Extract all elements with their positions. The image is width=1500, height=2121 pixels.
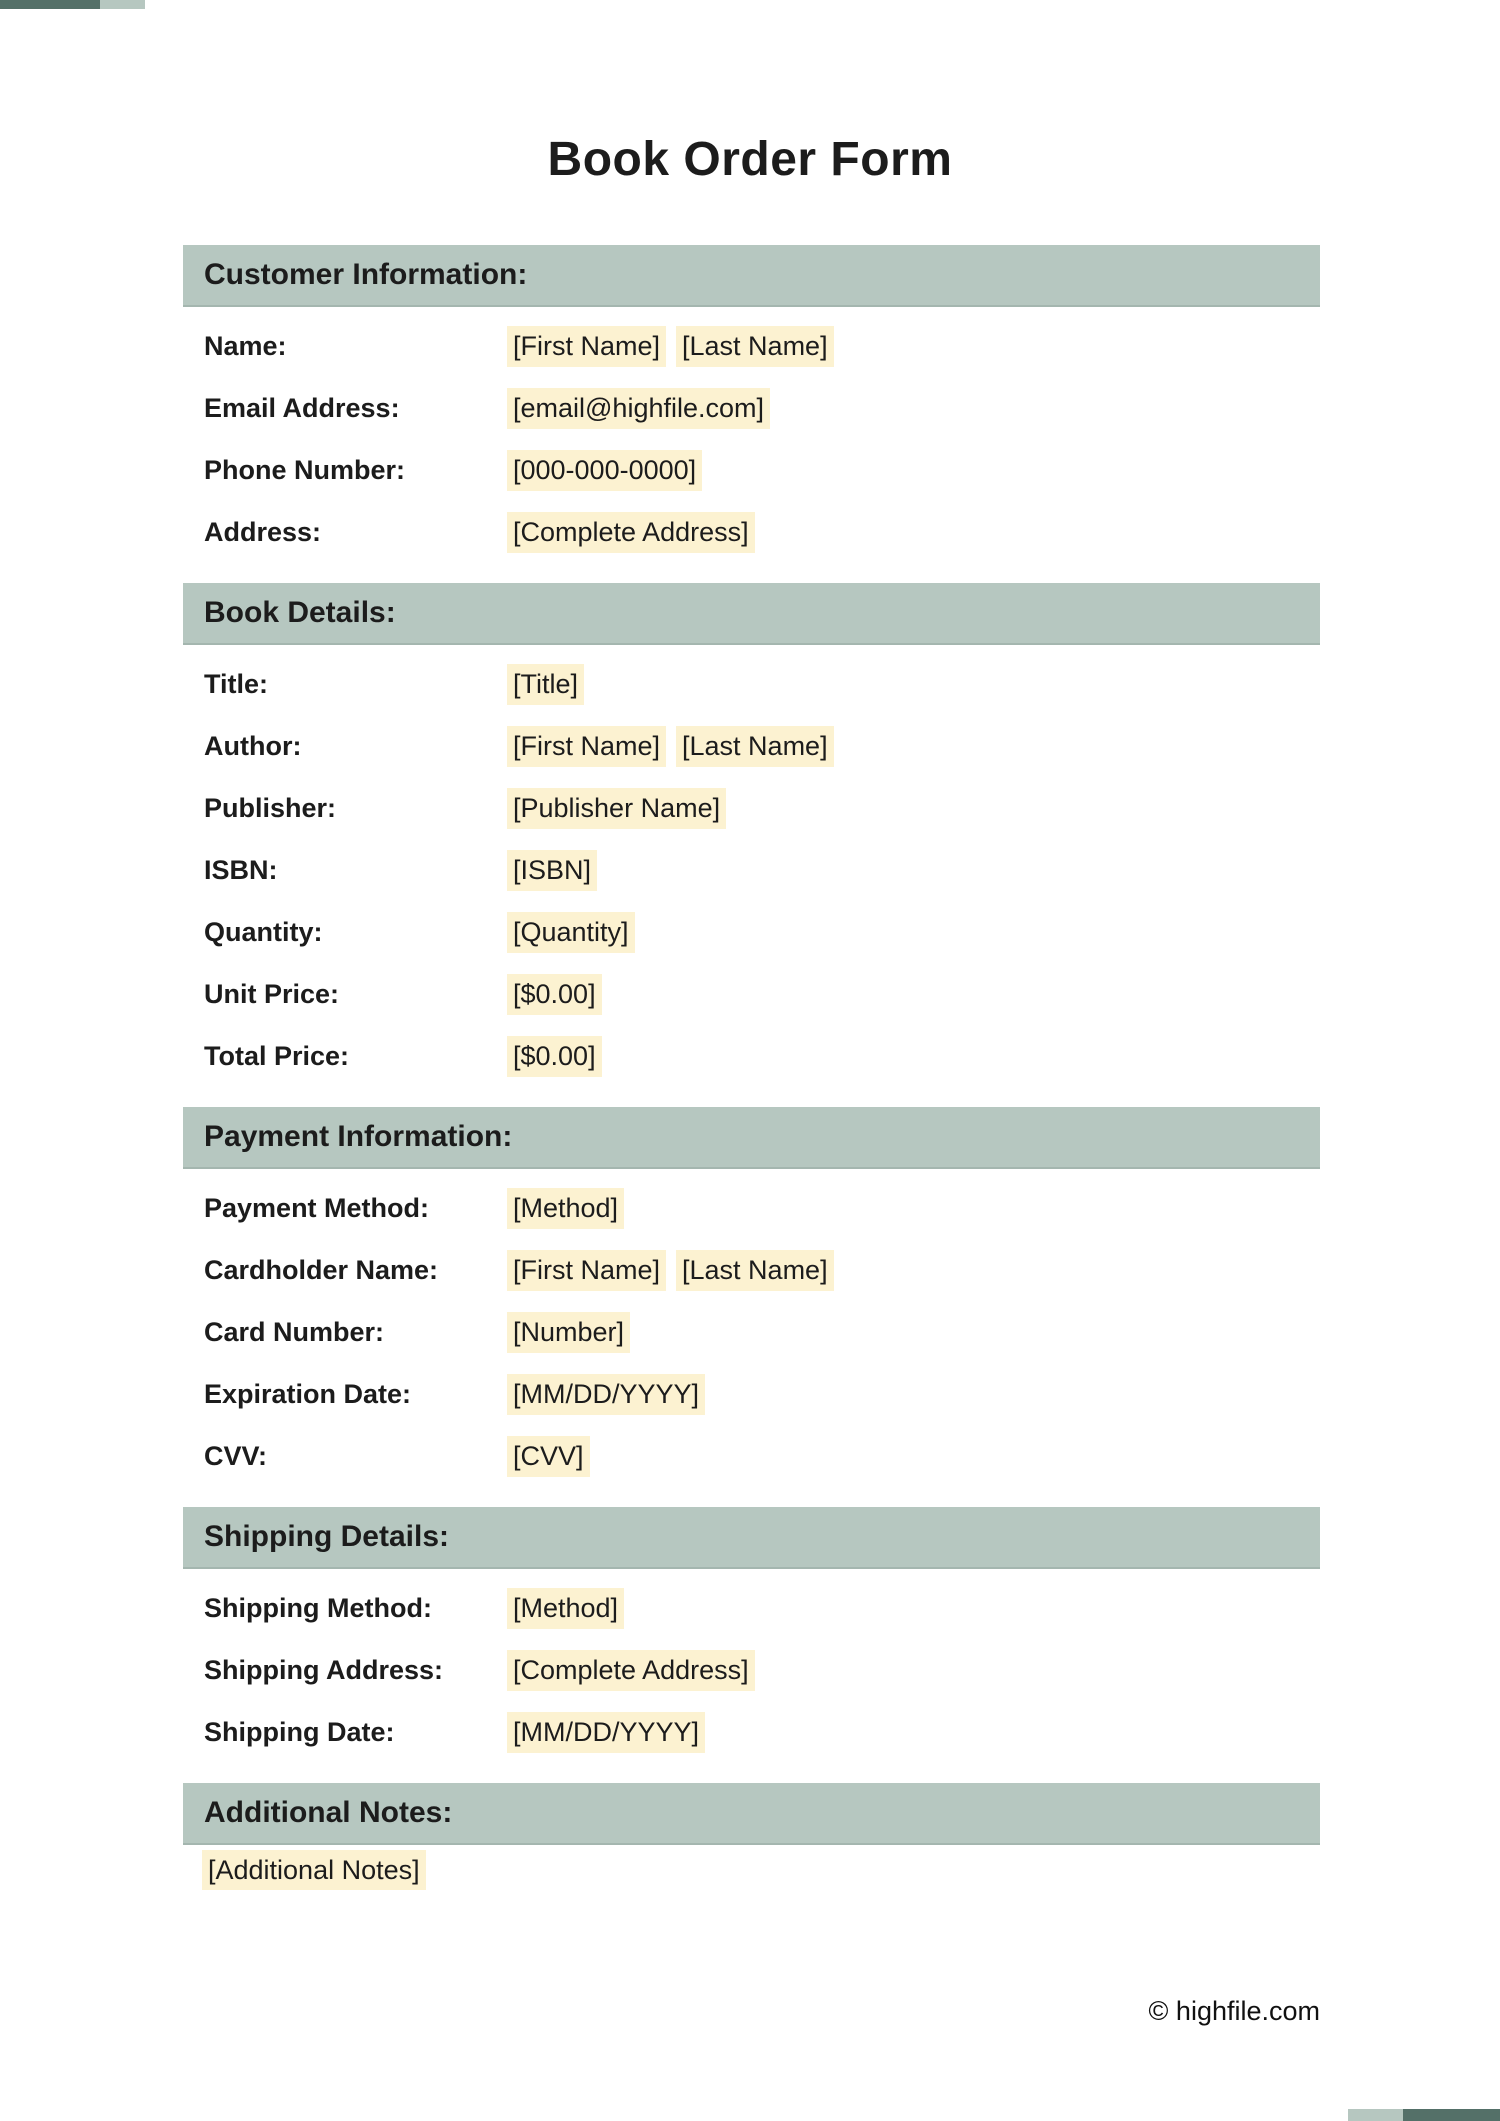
field-label: Card Number:: [204, 1316, 385, 1347]
field-label: Expiration Date:: [204, 1378, 412, 1409]
field-label: Shipping Address:: [204, 1654, 444, 1685]
field-row: [183, 1701, 1320, 1763]
field-value-placeholder[interactable]: [MM/DD/YYYY]: [507, 1374, 705, 1415]
field-row: [183, 1639, 1320, 1701]
field-label: Publisher:: [204, 792, 337, 823]
field-values: [507, 1588, 624, 1629]
field-label: Title:: [204, 668, 269, 699]
field-label: Name:: [204, 330, 287, 361]
field-values: [507, 1312, 630, 1353]
section-title: Customer Information:: [204, 258, 528, 291]
field-value-placeholder[interactable]: [CVV]: [507, 1436, 590, 1477]
section-title: Payment Information:: [204, 1120, 513, 1153]
section-header-shipping-details: [183, 1507, 1320, 1569]
field-row: [183, 839, 1320, 901]
field-label: Phone Number:: [204, 454, 406, 485]
field-value-placeholder[interactable]: [Publisher Name]: [507, 788, 726, 829]
field-values: [507, 726, 834, 767]
field-value-placeholder[interactable]: [Quantity]: [507, 912, 635, 953]
field-value-placeholder[interactable]: [First Name]: [507, 726, 666, 767]
field-label: Shipping Date:: [204, 1716, 395, 1747]
top-left-accent-bar-light: [100, 0, 145, 9]
field-values: [507, 512, 755, 553]
field-value-placeholder[interactable]: [Complete Address]: [507, 512, 755, 553]
section-header-customer-information: [183, 245, 1320, 307]
field-value-placeholder[interactable]: [$0.00]: [507, 1036, 602, 1077]
field-label: Cardholder Name:: [204, 1254, 439, 1285]
top-left-accent-bar-dark: [0, 0, 100, 9]
field-values: [507, 850, 597, 891]
field-values: [507, 388, 770, 429]
field-values: [507, 664, 584, 705]
field-label: ISBN:: [204, 854, 278, 885]
section-book-details: [183, 583, 1320, 1099]
section-additional-notes: [183, 1783, 1320, 1886]
field-values: [507, 1650, 755, 1691]
field-row: [183, 653, 1320, 715]
field-row: [183, 501, 1320, 563]
notes-line: [202, 1855, 1320, 1886]
field-values: [507, 974, 602, 1015]
field-value-placeholder[interactable]: [First Name]: [507, 1250, 666, 1291]
field-value-placeholder[interactable]: [Method]: [507, 1588, 624, 1629]
field-value-placeholder[interactable]: [Method]: [507, 1188, 624, 1229]
field-label: CVV:: [204, 1440, 268, 1471]
section-customer-information: [183, 245, 1320, 575]
section-header-payment-information: [183, 1107, 1320, 1169]
field-row: [183, 1577, 1320, 1639]
page-title: Book Order Form: [547, 133, 953, 186]
form-sections: [183, 245, 1320, 1886]
field-label: Quantity:: [204, 916, 323, 947]
field-value-placeholder[interactable]: [email@highfile.com]: [507, 388, 770, 429]
field-values: [507, 788, 726, 829]
field-label: Payment Method:: [204, 1192, 430, 1223]
field-row: [183, 1177, 1320, 1239]
field-values: [507, 1436, 590, 1477]
field-row: [183, 377, 1320, 439]
field-values: [507, 1250, 834, 1291]
field-values: [507, 1036, 602, 1077]
field-value-placeholder[interactable]: [Last Name]: [676, 326, 834, 367]
section-rows: [183, 645, 1320, 1099]
field-row: [183, 963, 1320, 1025]
field-value-placeholder[interactable]: [Complete Address]: [507, 1650, 755, 1691]
section-payment-information: [183, 1107, 1320, 1499]
field-label: Author:: [204, 730, 302, 761]
field-row: [183, 1425, 1320, 1487]
field-value-placeholder[interactable]: [First Name]: [507, 326, 666, 367]
section-title: Shipping Details:: [204, 1520, 450, 1553]
bottom-right-accent-bar-light: [1348, 2109, 1403, 2121]
field-row: [183, 315, 1320, 377]
field-label: Unit Price:: [204, 978, 340, 1009]
field-values: [507, 326, 834, 367]
field-values: [507, 1712, 705, 1753]
section-rows: [183, 1169, 1320, 1499]
field-row: [183, 439, 1320, 501]
additional-notes-placeholder[interactable]: [Additional Notes]: [202, 1850, 426, 1890]
field-value-placeholder[interactable]: [ISBN]: [507, 850, 597, 891]
field-value-placeholder[interactable]: [000-000-0000]: [507, 450, 702, 491]
field-value-placeholder[interactable]: [MM/DD/YYYY]: [507, 1712, 705, 1753]
section-shipping-details: [183, 1507, 1320, 1775]
field-value-placeholder[interactable]: [Last Name]: [676, 726, 834, 767]
field-value-placeholder[interactable]: [$0.00]: [507, 974, 602, 1015]
field-label: Shipping Method:: [204, 1592, 432, 1623]
footer-credit: © highfile.com: [1148, 1996, 1320, 2026]
section-header-additional-notes: [183, 1783, 1320, 1845]
section-rows: [183, 307, 1320, 575]
field-row: [183, 1363, 1320, 1425]
section-header-book-details: [183, 583, 1320, 645]
field-label: Address:: [204, 516, 322, 547]
field-row: [183, 1239, 1320, 1301]
field-values: [507, 912, 635, 953]
field-value-placeholder[interactable]: [Title]: [507, 664, 584, 705]
field-label: Total Price:: [204, 1040, 350, 1071]
section-title: Book Details:: [204, 596, 396, 629]
field-values: [507, 1188, 624, 1229]
field-value-placeholder[interactable]: [Last Name]: [676, 1250, 834, 1291]
section-title: Additional Notes:: [204, 1796, 453, 1829]
field-row: [183, 1301, 1320, 1363]
field-row: [183, 777, 1320, 839]
field-label: Email Address:: [204, 392, 400, 423]
field-row: [183, 901, 1320, 963]
section-rows: [183, 1569, 1320, 1775]
field-values: [507, 450, 702, 491]
bottom-right-accent-bar-dark: [1403, 2109, 1500, 2121]
field-value-placeholder[interactable]: [Number]: [507, 1312, 630, 1353]
field-row: [183, 715, 1320, 777]
field-row: [183, 1025, 1320, 1087]
field-values: [507, 1374, 705, 1415]
